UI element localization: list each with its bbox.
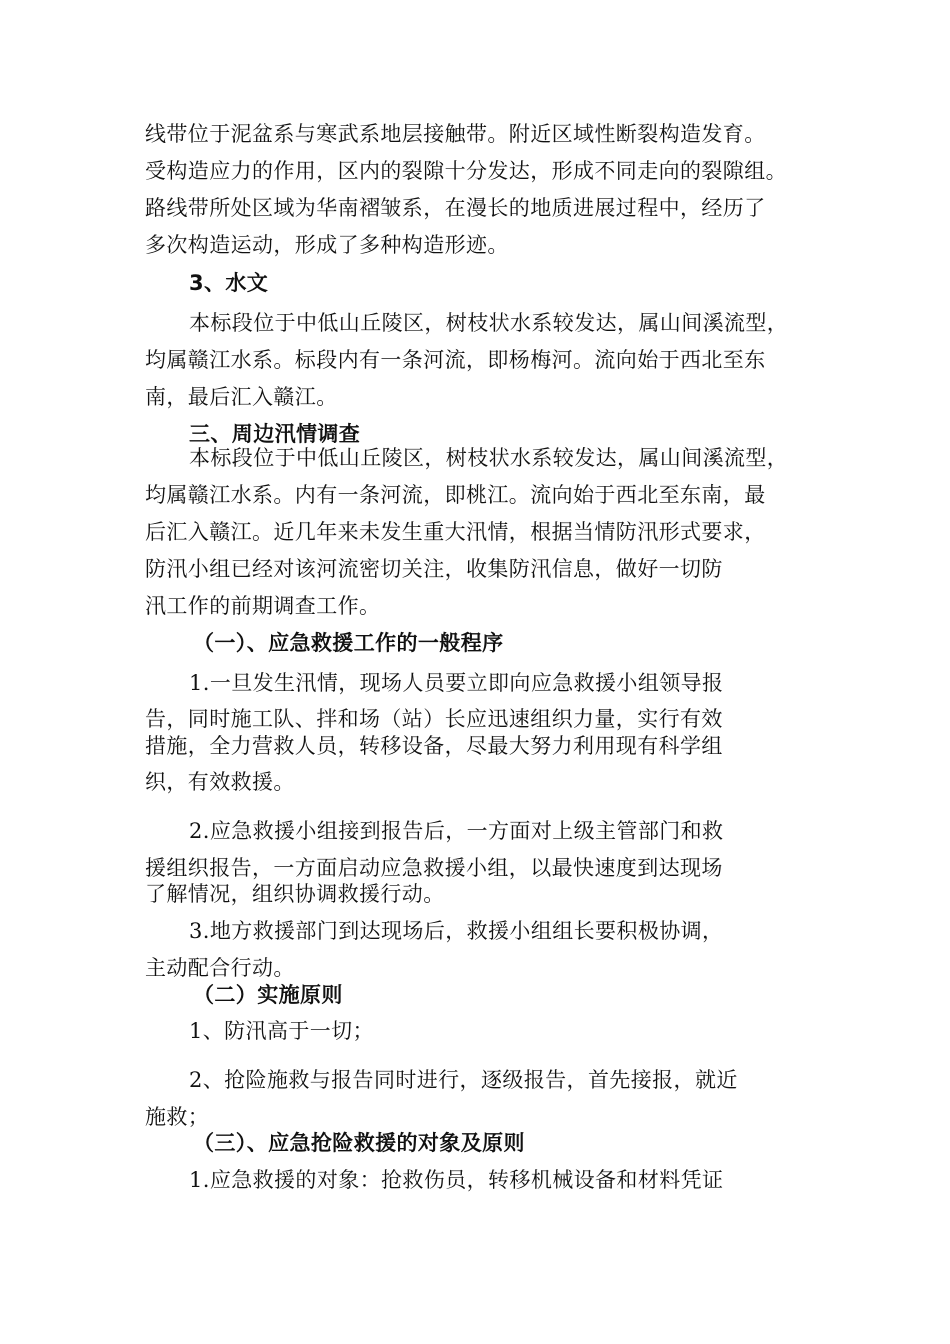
paragraph-line: 本标段位于中低山丘陵区，树枝状水系较发达，属山间溪流型， — [189, 311, 789, 335]
paragraph-line: 2、抢险施救与报告同时进行，逐级报告，首先接报，就近 — [189, 1068, 738, 1092]
paragraph-line: 1.应急救援的对象：抢救伤员，转移机械设备和材料凭证 — [189, 1168, 724, 1192]
paragraph-line: 防汛小组已经对该河流密切关注，收集防汛信息，做好一切防 — [145, 557, 723, 581]
paragraph-line: 线带位于泥盆系与寒武系地层接触带。附近区域性断裂构造发育。 — [145, 122, 766, 146]
paragraph-line: 主动配合行动。 — [145, 956, 295, 980]
paragraph-line: 多次构造运动，形成了多种构造形迹。 — [145, 233, 509, 257]
section-heading-rescue-objects: （三）、应急抢险救援的对象及原则 — [193, 1131, 525, 1155]
paragraph-line: 援组织报告，一方面启动应急救援小组，以最快速度到达现场 — [145, 856, 723, 880]
paragraph-line: 2.应急救援小组接到报告后，一方面对上级主管部门和救 — [189, 819, 724, 843]
paragraph-line: 措施，全力营救人员，转移设备，尽最大努力利用现有科学组 — [145, 734, 723, 758]
paragraph-line: 南，最后汇入赣江。 — [145, 385, 338, 409]
paragraph-line: 3.地方救援部门到达现场后，救援小组组长要积极协调， — [189, 919, 724, 943]
paragraph-line: 告，同时施工队、拌和场（站）长应迅速组织力量，实行有效 — [145, 707, 723, 731]
paragraph-line: 本标段位于中低山丘陵区，树枝状水系较发达，属山间溪流型， — [189, 446, 789, 470]
paragraph-line: 路线带所处区域为华南褶皱系，在漫长的地质进展过程中，经历了 — [145, 196, 766, 220]
paragraph-line: 1、防汛高于一切； — [189, 1019, 374, 1043]
section-heading-hydrology: 3、水文 — [189, 271, 269, 295]
paragraph-line: 受构造应力的作用，区内的裂隙十分发达，形成不同走向的裂隙组。 — [145, 159, 787, 183]
paragraph-line: 后汇入赣江。近几年来未发生重大汛情，根据当情防汛形式要求， — [145, 520, 766, 544]
paragraph-line: 汛工作的前期调查工作。 — [145, 594, 381, 618]
section-heading-flood-survey: 三、周边汛情调查 — [189, 422, 361, 446]
paragraph-line: 均属赣江水系。内有一条河流，即桃江。流向始于西北至东南，最 — [145, 483, 766, 507]
paragraph-line: 1.一旦发生汛情，现场人员要立即向应急救援小组领导报 — [189, 671, 724, 695]
paragraph-line: 了解情况，组织协调救援行动。 — [145, 882, 445, 906]
paragraph-line: 施救； — [145, 1105, 210, 1129]
paragraph-line: 织，有效救援。 — [145, 770, 295, 794]
section-heading-principles: （二）实施原则 — [193, 983, 343, 1007]
paragraph-line: 均属赣江水系。标段内有一条河流，即杨梅河。流向始于西北至东 — [145, 348, 766, 372]
section-heading-procedure: （一）、应急救援工作的一般程序 — [193, 631, 504, 655]
